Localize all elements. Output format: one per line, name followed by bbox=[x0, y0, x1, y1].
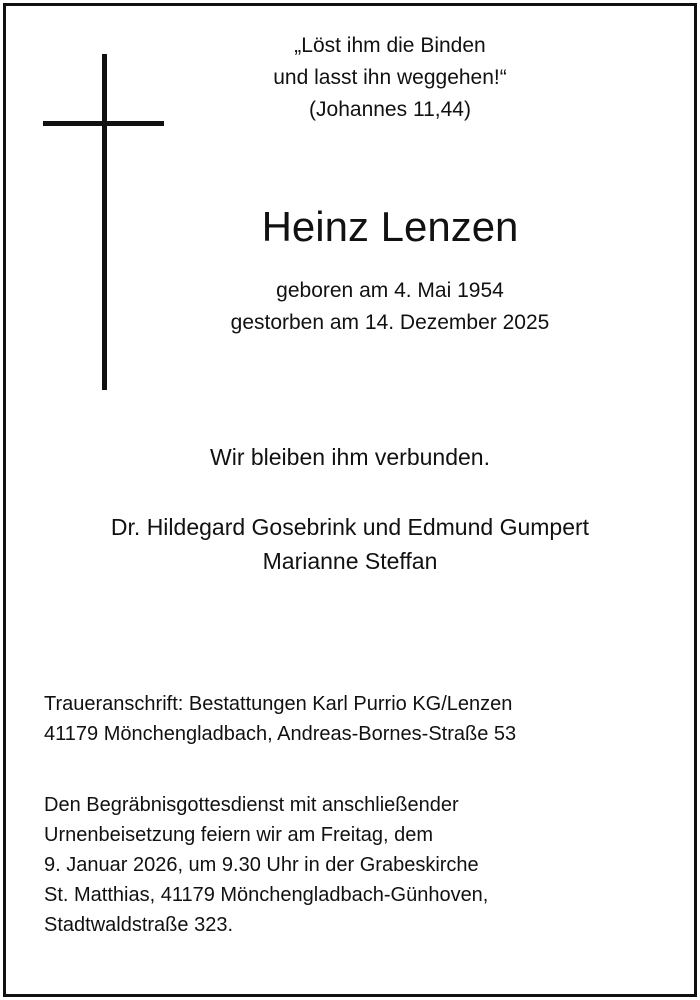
mourners-list bbox=[0, 510, 700, 578]
service-line: St. Matthias, 41179 Mönchengladbach-Günhoven, bbox=[44, 884, 489, 906]
quote-reference: (Johannes 11,44) bbox=[309, 98, 471, 121]
life-dates bbox=[40, 275, 700, 339]
service-line: Stadtwaldstraße 323. bbox=[44, 914, 233, 936]
death-date: gestorben am 14. Dezember 2025 bbox=[230, 311, 550, 334]
service-line: 9. Januar 2026, um 9.30 Uhr in der Grabeskirche bbox=[44, 854, 479, 876]
bible-quote bbox=[40, 30, 700, 126]
mourner-name: Marianne Steffan bbox=[262, 548, 438, 574]
quote-line-2: und lasst ihn weggehen!“ bbox=[273, 66, 507, 89]
mourning-address bbox=[44, 689, 516, 749]
deceased-name: Heinz Lenzen bbox=[261, 203, 519, 250]
funeral-service-info bbox=[44, 790, 488, 940]
service-line: Den Begräbnisgottesdienst mit anschließender bbox=[44, 794, 459, 816]
mourner-name: Dr. Hildegard Gosebrink und Edmund Gumpert bbox=[110, 514, 590, 540]
quote-line-1: „Löst ihm die Binden bbox=[294, 34, 486, 57]
address-line: Traueranschrift: Bestattungen Karl Purrio KG/Lenzen bbox=[44, 693, 513, 715]
closing-line: Wir bleiben ihm verbunden. bbox=[210, 444, 490, 470]
service-line: Urnenbeisetzung feiern wir am Freitag, dem bbox=[44, 824, 434, 846]
birth-date: geboren am 4. Mai 1954 bbox=[276, 279, 504, 302]
address-line: 41179 Mönchengladbach, Andreas-Bornes-Straße 53 bbox=[44, 723, 517, 745]
